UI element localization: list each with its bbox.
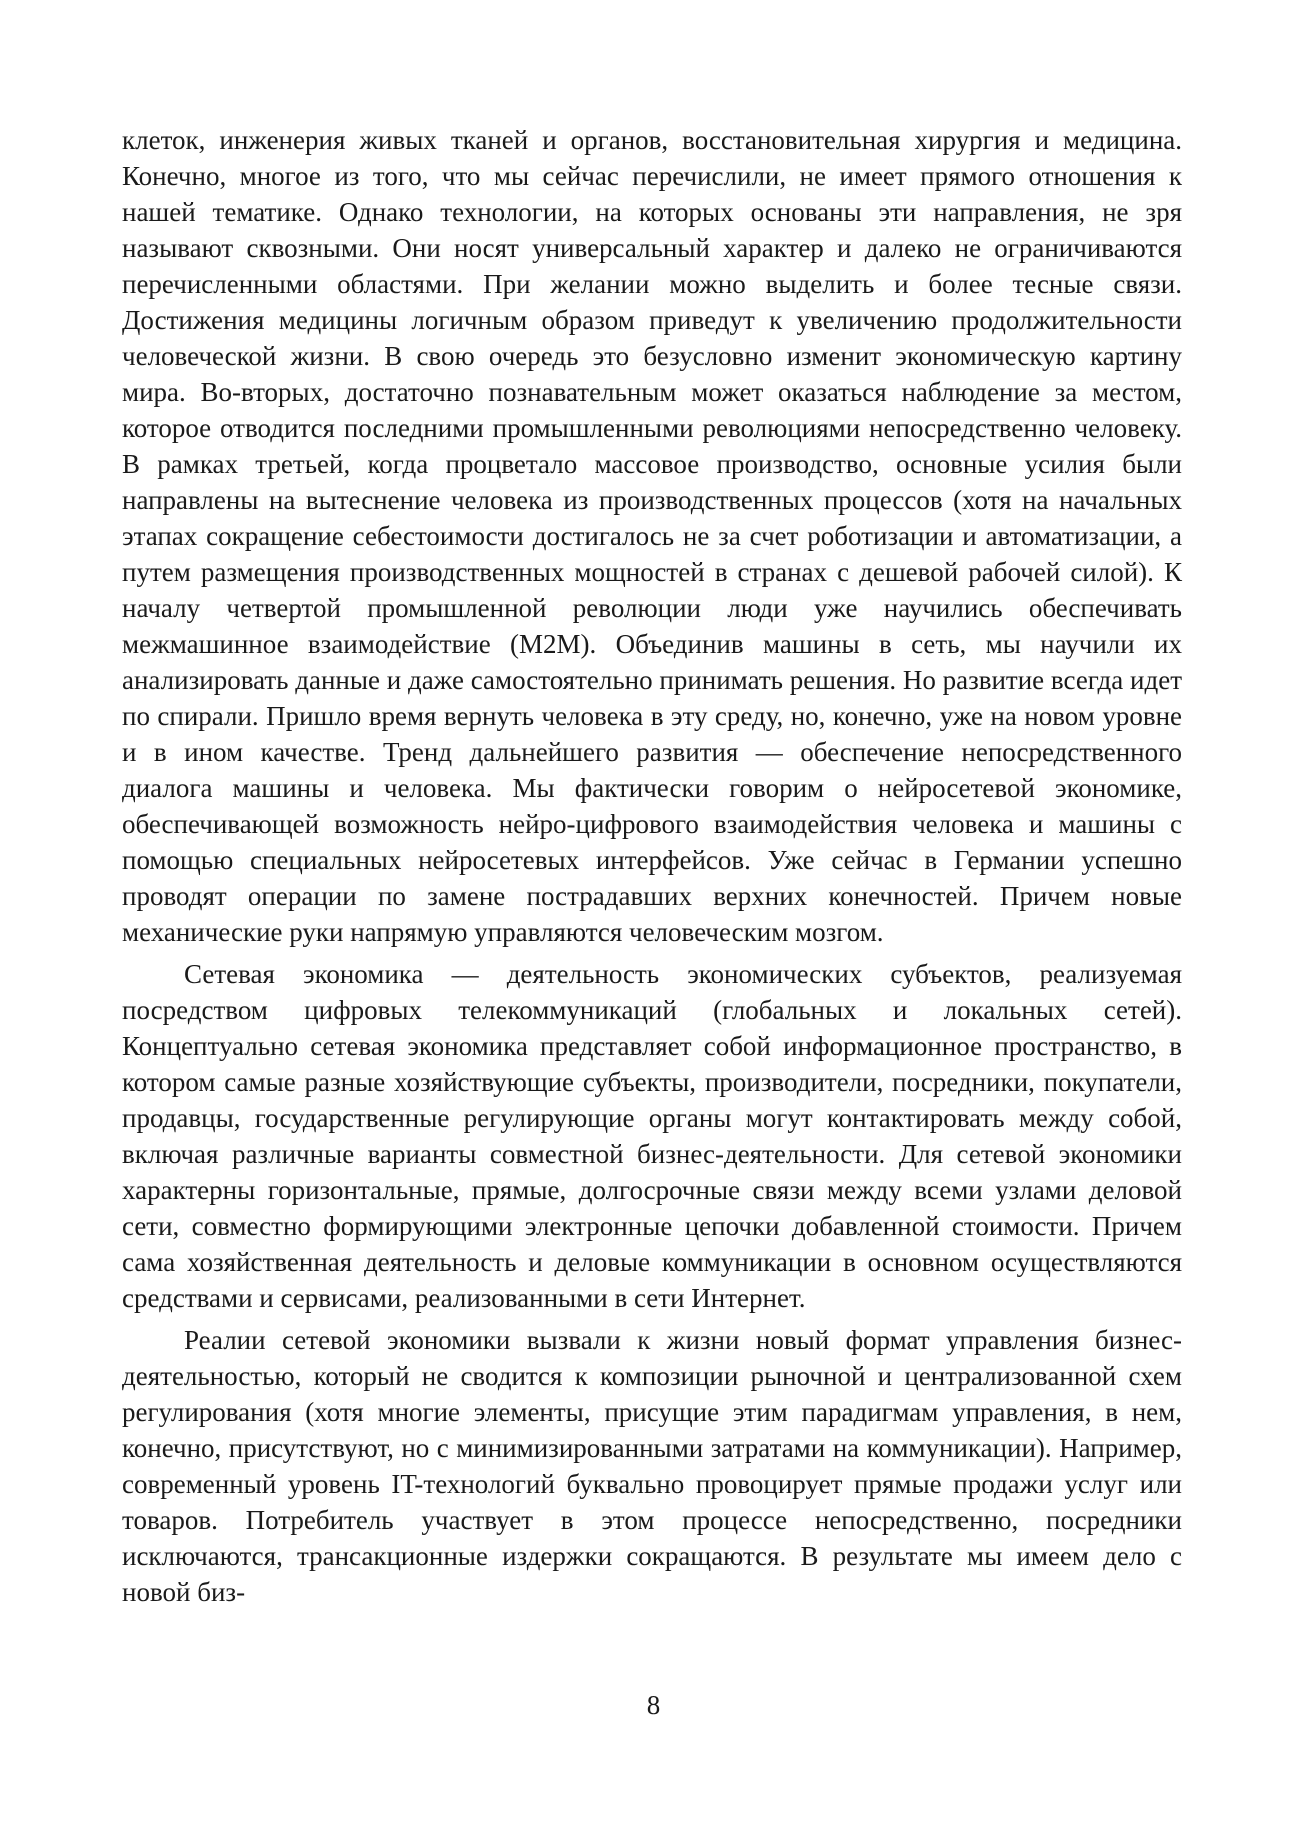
paragraph-1: клеток, инженерия живых тканей и органов, восстановительная хирургия и медицина. Конечно, многое из того, что мы сейчас перечислили, не имеет прямого отношения к нашей тематике. Однако технологии, на которых основаны эти направления, не зря называют сквозными. Они носят универсальный характер и далеко не ограничиваются перечисленными областями. При желании можно выделить и более тесные связи. Достижения медицины логичным образом приведут к увеличению продолжительности человеческой жизни. В свою очередь это безусловно изменит экономическую картину мира. Во-вторых, достаточно познавательным может оказаться наблюдение за местом, которое отводится последними промышленными революциями непосредственно человеку. В рамках третьей, когда процветало массовое производство, основные усилия были направлены на вытеснение человека из производственных процессов (хотя на начальных этапах сокращение себестоимости достигалось не за счет роботизации и автоматизации, а путем размещения производственных мощностей в странах с дешевой рабочей силой). К началу четвертой промышленной революции люди уже научились обеспечивать межмашинное взаимодействие (M2M). Объединив машины в сеть, мы научили их анализировать данные и даже самостоятельно принимать решения. Но развитие всегда идет по спирали. Пришло время вернуть человека в эту среду, но, конечно, уже на новом уровне и в ином качестве. Тренд дальнейшего развития — обеспечение непосредственного диалога машины и человека. Мы фактически говорим о нейросетевой экономике, обеспечивающей возможность нейро-цифрового взаимодействия человека и машины с помощью специальных нейросетевых интерфейсов. Уже сейчас в Германии успешно проводят операции по замене пострадавших верхних конечностей. Причем новые механические руки напрямую управляются человеческим мозгом. — [122, 125, 1182, 947]
paragraph-2: Сетевая экономика — деятельность экономических субъектов, реализуемая посредством цифровых телекоммуникаций (глобальных и локальных сетей). Концептуально сетевая экономика представляет собой информационное пространство, в котором самые разные хозяйствующие субъекты, производители, посредники, покупатели, продавцы, государственные регулирующие органы могут контактировать между собой, включая различные варианты совместной бизнес-деятельности. Для сетевой экономики характерны горизонтальные, прямые, долгосрочные связи между всеми узлами деловой сети, совместно формирующими электронные цепочки добавленной стоимости. Причем сама хозяйственная деятельность и деловые коммуникации в основном осуществляются средствами и сервисами, реализованными в сети Интернет. — [122, 959, 1182, 1313]
body-text — [122, 122, 1182, 1610]
page-number: 8 — [646, 1690, 661, 1720]
paragraph-3: Реалии сетевой экономики вызвали к жизни новый формат управления бизнес-деятельностью, который не сводится к композиции рыночной и централизованной схем регулирования (хотя многие элементы, присущие этим парадигмам управления, в нем, конечно, присутствуют, но с минимизированными затратами на коммуникации). Например, современный уровень IT-технологий буквально провоцирует прямые продажи услуг или товаров. Потребитель участвует в этом процессе непосредственно, посредники исключаются, трансакционные издержки сокращаются. В результате мы имеем дело с новой биз- — [122, 1325, 1182, 1607]
